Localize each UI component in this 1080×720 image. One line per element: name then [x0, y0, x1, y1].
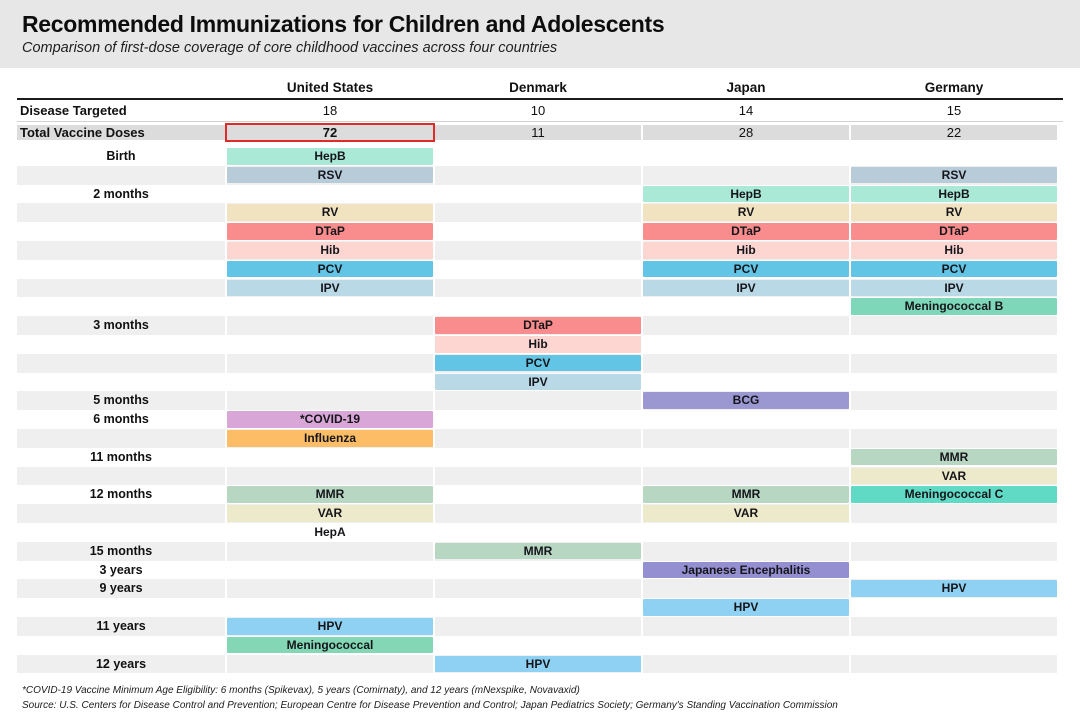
- schedule-cell-denmark: [435, 241, 641, 260]
- vaccine-pill-meningococcal-b: Meningococcal B: [851, 298, 1057, 315]
- schedule-cell-denmark: [435, 579, 641, 598]
- age-label-empty: [17, 467, 225, 486]
- country-header-japan: Japan: [726, 80, 766, 95]
- age-label-empty: [17, 260, 225, 279]
- schedule-cell-denmark: [435, 260, 641, 279]
- age-label-15-months: 15 months: [17, 542, 225, 561]
- schedule-row: [17, 598, 1063, 617]
- age-label-11-years: 11 years: [17, 617, 225, 636]
- age-label-empty: [17, 297, 225, 316]
- schedule-cell-united-states: [227, 579, 433, 598]
- schedule-cell-germany: [851, 617, 1057, 636]
- schedule-cell-japan: [643, 279, 849, 298]
- age-label-3-years: 3 years: [99, 562, 143, 577]
- country-header-united-states: United States: [286, 80, 374, 95]
- vaccine-pill-mmr: MMR: [643, 486, 849, 503]
- vaccine-pill-dtap: DTaP: [227, 223, 433, 240]
- vaccine-pill-ipv: IPV: [227, 280, 433, 297]
- country-header-denmark: Denmark: [509, 80, 567, 95]
- schedule-cell-united-states: [227, 185, 433, 204]
- schedule-cell-denmark: [435, 316, 641, 335]
- schedule-cell-denmark: [435, 279, 641, 298]
- footnotes: [22, 684, 838, 714]
- schedule-row: [17, 373, 1063, 392]
- schedule-cell-japan: [643, 316, 849, 335]
- schedule-cell-japan: [643, 222, 849, 241]
- country-header-germany: Germany: [924, 80, 984, 95]
- disease-targeted-value-japan: 14: [738, 102, 754, 118]
- disease-targeted-row: [17, 100, 1063, 122]
- schedule-cell-denmark: [435, 617, 641, 636]
- schedule-cell-germany: [851, 542, 1057, 561]
- schedule-cell-united-states: [227, 636, 433, 655]
- schedule-cell-united-states: [227, 260, 433, 279]
- schedule-cell-japan: [643, 410, 849, 429]
- footnote-covid-eligibility: *COVID-19 Vaccine Minimum Age Eligibility: 6 months (Spikevax), 5 years (Comirnaty), and 12 years (mNexspike, Novavaxid): [22, 685, 580, 696]
- schedule-cell-united-states: [227, 598, 433, 617]
- schedule-cell-germany: [851, 354, 1057, 373]
- vaccine-pill-dtap: DTaP: [851, 223, 1057, 240]
- schedule-cell-germany: [851, 598, 1057, 617]
- schedule-row: [17, 222, 1063, 241]
- schedule-cell-japan: [643, 241, 849, 260]
- age-label-empty: [17, 636, 225, 655]
- schedule-cell-denmark: [435, 222, 641, 241]
- schedule-cell-united-states: [227, 203, 433, 222]
- schedule-row: [17, 166, 1063, 185]
- schedule-cell-denmark: [435, 561, 641, 580]
- schedule-row: [17, 561, 1063, 580]
- total-doses-value-germany: 22: [851, 125, 1057, 140]
- schedule-row: [17, 655, 1063, 674]
- age-label-empty: [17, 598, 225, 617]
- schedule-cell-denmark: [435, 185, 641, 204]
- schedule-cell-germany: [851, 279, 1057, 298]
- schedule-row: [17, 335, 1063, 354]
- schedule-cell-denmark: [435, 598, 641, 617]
- age-label-2-months: 2 months: [93, 186, 149, 201]
- vaccine-pill-ipv: IPV: [435, 374, 641, 391]
- schedule-row: [17, 523, 1063, 542]
- schedule-cell-united-states: [227, 147, 433, 166]
- schedule-cell-denmark: [435, 655, 641, 674]
- schedule-row: [17, 542, 1063, 561]
- schedule-cell-japan: [643, 542, 849, 561]
- schedule-row: [17, 354, 1063, 373]
- vaccine-pill-hpv: HPV: [435, 656, 641, 673]
- schedule-cell-united-states: [227, 448, 433, 467]
- age-label-empty: [17, 354, 225, 373]
- schedule-cell-germany: [851, 335, 1057, 354]
- schedule-cell-united-states: [227, 241, 433, 260]
- schedule-cell-denmark: [435, 410, 641, 429]
- vaccine-pill-rv: RV: [227, 204, 433, 221]
- schedule-grid: [0, 147, 1080, 673]
- schedule-cell-united-states: [227, 523, 433, 542]
- schedule-cell-japan: [643, 617, 849, 636]
- schedule-cell-germany: [851, 467, 1057, 486]
- vaccine-pill-rv: RV: [851, 204, 1057, 221]
- schedule-row: [17, 485, 1063, 504]
- total-doses-highlighted-value: 72: [227, 125, 433, 140]
- vaccine-pill-rsv: RSV: [851, 167, 1057, 184]
- vaccine-pill-hepb: HepB: [851, 186, 1057, 203]
- age-label-empty: [17, 373, 225, 392]
- schedule-cell-japan: [643, 147, 849, 166]
- vaccine-pill-hepb: HepB: [643, 186, 849, 203]
- vaccine-pill-var: VAR: [851, 468, 1057, 485]
- schedule-cell-japan: [643, 297, 849, 316]
- vaccine-pill-var: VAR: [227, 505, 433, 522]
- schedule-cell-united-states: [227, 222, 433, 241]
- age-label-12-months: 12 months: [89, 487, 153, 502]
- schedule-row: [17, 429, 1063, 448]
- schedule-cell-united-states: [227, 467, 433, 486]
- schedule-cell-japan: [643, 561, 849, 580]
- disease-targeted-value-germany: 15: [946, 102, 962, 118]
- vaccine-pill-dtap: DTaP: [643, 223, 849, 240]
- vaccine-pill-hepb: HepB: [227, 148, 433, 165]
- schedule-cell-japan: [643, 203, 849, 222]
- age-label-empty: [17, 241, 225, 260]
- disease-targeted-label: Disease Targeted: [20, 102, 127, 118]
- schedule-cell-germany: [851, 448, 1057, 467]
- schedule-cell-germany: [851, 579, 1057, 598]
- page-title: Recommended Immunizations for Children and Adolescents: [22, 11, 665, 37]
- schedule-cell-denmark: [435, 504, 641, 523]
- schedule-cell-germany: [851, 504, 1057, 523]
- schedule-cell-germany: [851, 222, 1057, 241]
- schedule-cell-united-states: [227, 335, 433, 354]
- schedule-cell-united-states: [227, 429, 433, 448]
- total-doses-label: Total Vaccine Doses: [17, 125, 225, 140]
- vaccine-pill-covid-19: *COVID-19: [227, 411, 433, 428]
- schedule-cell-united-states: [227, 410, 433, 429]
- schedule-cell-japan: [643, 373, 849, 392]
- vaccine-pill-dtap: DTaP: [435, 317, 641, 334]
- schedule-row: [17, 260, 1063, 279]
- vaccine-pill-influenza: Influenza: [227, 430, 433, 447]
- schedule-cell-japan: [643, 429, 849, 448]
- schedule-cell-germany: [851, 260, 1057, 279]
- schedule-cell-denmark: [435, 429, 641, 448]
- schedule-cell-germany: [851, 185, 1057, 204]
- schedule-cell-japan: [643, 636, 849, 655]
- schedule-row: [17, 147, 1063, 166]
- country-header-spacer: [17, 80, 225, 95]
- schedule-cell-denmark: [435, 354, 641, 373]
- schedule-cell-japan: [643, 579, 849, 598]
- age-label-12-years: 12 years: [17, 655, 225, 674]
- vaccine-pill-rv: RV: [643, 204, 849, 221]
- schedule-cell-united-states: [227, 279, 433, 298]
- vaccine-pill-pcv: PCV: [851, 261, 1057, 278]
- vaccine-pill-pcv: PCV: [435, 355, 641, 372]
- schedule-cell-japan: [643, 185, 849, 204]
- schedule-cell-germany: [851, 655, 1057, 674]
- vaccine-pill-hib: Hib: [643, 242, 849, 259]
- schedule-row: [17, 241, 1063, 260]
- schedule-cell-japan: [643, 260, 849, 279]
- schedule-cell-united-states: [227, 166, 433, 185]
- vaccine-pill-rsv: RSV: [227, 167, 433, 184]
- schedule-row: [17, 297, 1063, 316]
- age-label-empty: [17, 523, 225, 542]
- schedule-row: [17, 504, 1063, 523]
- schedule-cell-denmark: [435, 448, 641, 467]
- schedule-row: [17, 410, 1063, 429]
- vaccine-pill-hpv: HPV: [227, 618, 433, 635]
- schedule-cell-denmark: [435, 523, 641, 542]
- schedule-cell-germany: [851, 410, 1057, 429]
- vaccine-pill-hib: Hib: [851, 242, 1057, 259]
- age-label-birth: Birth: [106, 149, 136, 163]
- schedule-cell-united-states: [227, 297, 433, 316]
- schedule-row: [17, 636, 1063, 655]
- disease-targeted-value-united-states: 18: [322, 102, 338, 118]
- disease-targeted-value-denmark: 10: [530, 102, 546, 118]
- schedule-cell-denmark: [435, 166, 641, 185]
- vaccine-pill-ipv: IPV: [851, 280, 1057, 297]
- schedule-cell-japan: [643, 335, 849, 354]
- schedule-cell-japan: [643, 391, 849, 410]
- schedule-cell-japan: [643, 354, 849, 373]
- schedule-cell-germany: [851, 203, 1057, 222]
- schedule-row: [17, 203, 1063, 222]
- age-label-empty: [17, 166, 225, 185]
- vaccine-pill-pcv: PCV: [643, 261, 849, 278]
- vaccine-pill-hib: Hib: [435, 336, 641, 353]
- vaccine-pill-var: VAR: [643, 505, 849, 522]
- schedule-row: [17, 391, 1063, 410]
- vaccine-pill-japanese-encephalitis: Japanese Encephalitis: [643, 562, 849, 579]
- schedule-cell-germany: [851, 636, 1057, 655]
- schedule-cell-japan: [643, 166, 849, 185]
- schedule-cell-germany: [851, 147, 1057, 166]
- age-label-11-months: 11 months: [90, 449, 152, 464]
- schedule-row: [17, 185, 1063, 204]
- total-doses-value-japan: 28: [643, 125, 849, 140]
- schedule-cell-japan: [643, 504, 849, 523]
- schedule-cell-denmark: [435, 297, 641, 316]
- schedule-row: [17, 448, 1063, 467]
- schedule-cell-united-states: [227, 655, 433, 674]
- schedule-cell-japan: [643, 523, 849, 542]
- schedule-cell-germany: [851, 373, 1057, 392]
- footnote-source: Source: U.S. Centers for Disease Control and Prevention; European Centre for Disease Prevention and Control; Japan Pediatrics Society; Germany's Standing Vaccination Commission: [22, 700, 838, 711]
- country-header-row: [17, 80, 1063, 100]
- schedule-cell-germany: [851, 429, 1057, 448]
- schedule-cell-denmark: [435, 467, 641, 486]
- schedule-cell-denmark: [435, 147, 641, 166]
- schedule-cell-united-states: [227, 504, 433, 523]
- schedule-cell-japan: [643, 467, 849, 486]
- schedule-cell-japan: [643, 485, 849, 504]
- vaccine-pill-mmr: MMR: [227, 486, 433, 503]
- schedule-cell-germany: [851, 391, 1057, 410]
- age-label-5-months: 5 months: [17, 391, 225, 410]
- vaccine-pill-hpv: HPV: [643, 599, 849, 616]
- schedule-cell-denmark: [435, 542, 641, 561]
- schedule-row: [17, 617, 1063, 636]
- schedule-cell-denmark: [435, 203, 641, 222]
- schedule-cell-united-states: [227, 485, 433, 504]
- vaccine-table: [0, 80, 1080, 673]
- vaccine-pill-bcg: BCG: [643, 392, 849, 409]
- schedule-cell-germany: [851, 561, 1057, 580]
- schedule-cell-germany: [851, 485, 1057, 504]
- schedule-cell-united-states: [227, 354, 433, 373]
- header: [0, 0, 1080, 68]
- vaccine-pill-mmr: MMR: [435, 543, 641, 560]
- schedule-cell-united-states: [227, 561, 433, 580]
- schedule-cell-united-states: [227, 542, 433, 561]
- schedule-cell-denmark: [435, 373, 641, 392]
- vaccine-pill-hpv: HPV: [851, 580, 1057, 597]
- schedule-cell-denmark: [435, 335, 641, 354]
- age-label-empty: [17, 504, 225, 523]
- schedule-cell-japan: [643, 448, 849, 467]
- age-label-6-months: 6 months: [93, 412, 149, 427]
- schedule-row: [17, 579, 1063, 598]
- schedule-cell-japan: [643, 598, 849, 617]
- schedule-cell-united-states: [227, 373, 433, 392]
- age-label-9-years: 9 years: [17, 579, 225, 598]
- schedule-cell-japan: [643, 655, 849, 674]
- age-label-empty: [17, 279, 225, 298]
- vaccine-pill-hepa: HepA: [314, 525, 346, 540]
- age-label-empty: [17, 335, 225, 354]
- vaccine-pill-meningococcal-c: Meningococcal C: [851, 486, 1057, 503]
- schedule-row: [17, 467, 1063, 486]
- schedule-cell-united-states: [227, 316, 433, 335]
- vaccine-pill-ipv: IPV: [643, 280, 849, 297]
- schedule-cell-germany: [851, 241, 1057, 260]
- schedule-cell-germany: [851, 166, 1057, 185]
- total-doses-row: [17, 123, 1063, 142]
- age-label-empty: [17, 203, 225, 222]
- vaccine-pill-mmr: MMR: [851, 449, 1057, 466]
- schedule-row: [17, 279, 1063, 298]
- age-label-3-months: 3 months: [17, 316, 225, 335]
- schedule-cell-united-states: [227, 391, 433, 410]
- schedule-cell-germany: [851, 523, 1057, 542]
- schedule-cell-united-states: [227, 617, 433, 636]
- schedule-cell-germany: [851, 316, 1057, 335]
- total-doses-value-denmark: 11: [435, 125, 641, 140]
- age-label-empty: [17, 429, 225, 448]
- page-subtitle: Comparison of first-dose coverage of core childhood vaccines across four countries: [22, 40, 558, 56]
- schedule-cell-denmark: [435, 636, 641, 655]
- schedule-cell-denmark: [435, 485, 641, 504]
- schedule-cell-denmark: [435, 391, 641, 410]
- age-label-empty: [17, 222, 225, 241]
- vaccine-pill-pcv: PCV: [227, 261, 433, 278]
- vaccine-pill-meningococcal: Meningococcal: [227, 637, 433, 654]
- schedule-row: [17, 316, 1063, 335]
- schedule-cell-germany: [851, 297, 1057, 316]
- vaccine-pill-hib: Hib: [227, 242, 433, 259]
